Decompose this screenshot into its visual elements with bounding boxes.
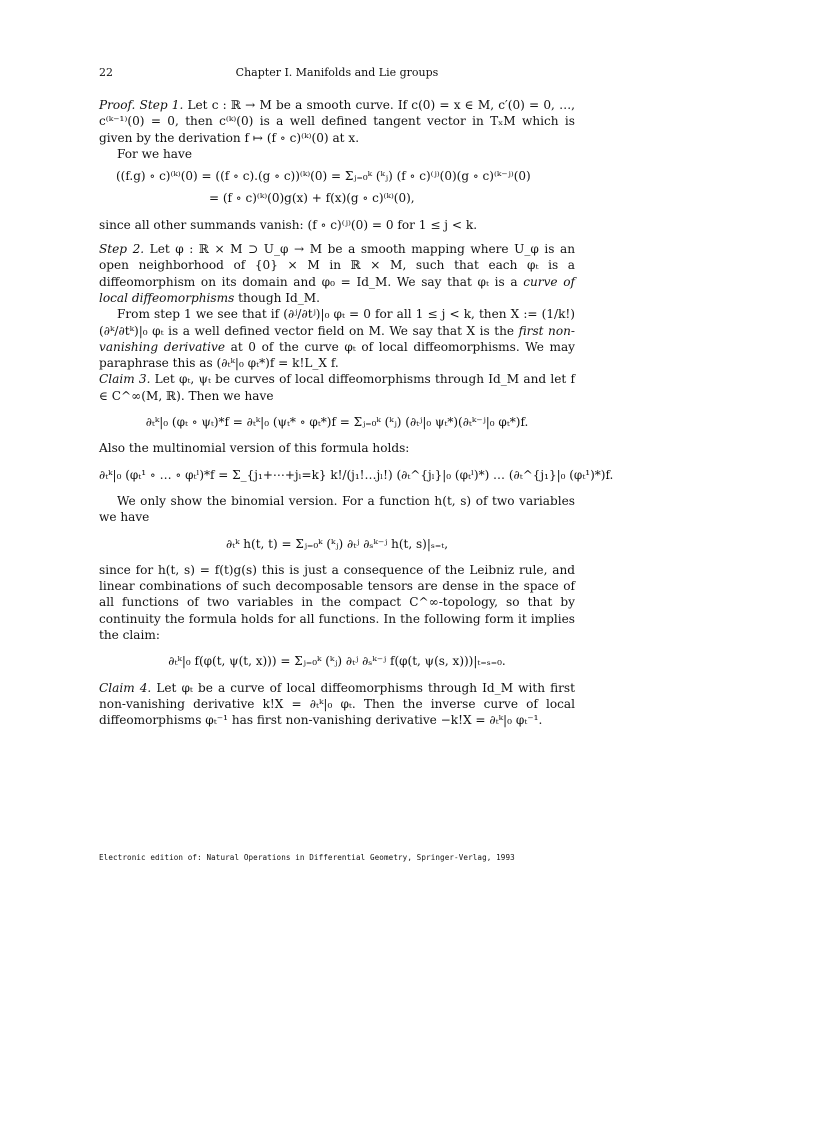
step2-paragraph — [99, 241, 575, 306]
step2-term: curve of local diffeomorphisms — [99, 274, 575, 305]
equation-leibniz-line2: = (f ∘ c)⁽ᵏ⁾(0)g(x) + f(x)(g ∘ c)⁽ᵏ⁾(0), — [209, 191, 415, 206]
step1-paragraph — [99, 97, 575, 146]
for-we-have: For we have — [117, 146, 192, 161]
claim4-label: Claim 4. — [99, 680, 152, 695]
equation-multinomial: ∂ₜᵏ|₀ (φₜ¹ ∘ … ∘ φₜˡ)*f = Σ_{j₁+⋯+jₗ=k} k!/(j₁!…jₗ!) (∂ₜ^{jₗ}|₀ (φₜˡ)*) … (∂ₜ^{j₁}|₀ (φₜ¹)*)f. — [99, 467, 614, 482]
running-header — [99, 66, 575, 82]
step2-label: Step 2. — [99, 242, 145, 257]
equation-claim-form: ∂ₜᵏ|₀ f(φ(t, ψ(t, x))) = Σⱼ₌₀ᵏ (ᵏⱼ) ∂ₜʲ ∂ₛᵏ⁻ʲ f(φ(t, ψ(s, x)))|ₜ₌ₛ₌₀. — [168, 654, 506, 669]
equation-two-variables: ∂ₜᵏ h(t, t) = Σⱼ₌₀ᵏ (ᵏⱼ) ∂ₜʲ ∂ₛᵏ⁻ʲ h(t, s)|ₛ₌ₜ, — [225, 536, 449, 551]
para3-text-a: From step 1 we see that if (∂ʲ/∂tʲ)|₀ φₜ = 0 for all 1 ≤ j < k, then X := (1/k!)(∂ᵏ/∂tᵏ)|₀ φₜ is a well defined vector field on M. We say that X is the — [99, 307, 575, 338]
page-number: 22 — [99, 66, 113, 79]
claim4-paragraph — [99, 680, 575, 729]
equation-composition: ∂ₜᵏ|₀ (φₜ ∘ ψₜ)*f = ∂ₜᵏ|₀ (ψₜ* ∘ φₜ*)f = Σⱼ₌₀ᵏ (ᵏⱼ) (∂ₜʲ|₀ ψₜ*)(∂ₜᵏ⁻ʲ|₀ φₜ*)f. — [145, 415, 529, 430]
equation-leibniz-line1: ((f.g) ∘ c)⁽ᵏ⁾(0) = ((f ∘ c).(g ∘ c))⁽ᵏ⁾(0) = Σⱼ₌₀ᵏ (ᵏⱼ) (f ∘ c)⁽ʲ⁾(0)(g ∘ c)⁽ᵏ⁻ʲ⁾(0) — [116, 169, 531, 184]
step2-text-a: Let φ : ℝ × M ⊃ U_φ → M be a smooth mapping where U_φ is an open neighborhood of {0} × M in ℝ × M, such that each φₜ is a diffeomorphism on its domain and φ₀ = Id_M. We say that φₜ is a — [99, 242, 576, 289]
step2-text-b: though Id_M. — [234, 290, 321, 305]
step1-label: Proof. Step 1. — [99, 98, 184, 112]
claim3-paragraph — [99, 371, 575, 404]
vanish-paragraph: since all other summands vanish: (f ∘ c)⁽ʲ⁾(0) = 0 for 1 ≤ j < k. — [99, 217, 478, 232]
first-derivative-paragraph — [99, 306, 575, 371]
multinomial-intro: Also the multinomial version of this formula holds: — [99, 441, 410, 456]
chapter-title: Chapter I. Manifolds and Lie groups — [235, 66, 439, 79]
claim3-label: Claim 3. — [99, 372, 151, 387]
para3-term: first non-vanishing derivative — [99, 323, 575, 354]
claim4-text: Let φₜ be a curve of local diffeomorphisms through Id_M with first non-vanishing derivative k!X = ∂ₜᵏ|₀ φₜ. Then the inverse curve of local diffeomorphisms φₜ⁻¹ has first non-vanishing derivative −k!X = ∂ₜᵏ|₀ φₜ⁻¹. — [99, 680, 575, 728]
binomial-paragraph: We only show the binomial version. For a function h(t, s) of two variables we have — [99, 493, 575, 525]
claim3-text: Let φₜ, ψₜ be curves of local diffeomorphisms through Id_M and let f ∈ C^∞(M, ℝ). Then we have — [99, 372, 575, 403]
para3-text-b: at 0 of the curve φₜ of local diffeomorphisms. We may paraphrase this as (∂ₜᵏ|₀ φₜ*)f = k!L_X f. — [99, 339, 575, 371]
step1-text: Let c : ℝ → M be a smooth curve. If c(0) = x ∈ M, c′(0) = 0, …, c⁽ᵏ⁻¹⁾(0) = 0, then c⁽ᵏ⁾(0) is a well defined tangent vector in TₓM which is given by the derivation f ↦ (f ∘ c)⁽ᵏ⁾(0) at x. — [99, 98, 576, 145]
footer-edition-note: Electronic edition of: Natural Operations in Differential Geometry, Springer-Verlag, 1993 — [99, 853, 515, 862]
leibniz-paragraph: since for h(t, s) = f(t)g(s) this is just a consequence of the Leibniz rule, and linear combinations of such decomposable tensors are dense in the space of all functions of two variables in the compact C^∞-topology, so that by continuity the formula holds for all functions. In the following form it implies the claim: — [99, 562, 575, 643]
main-text — [99, 97, 614, 729]
